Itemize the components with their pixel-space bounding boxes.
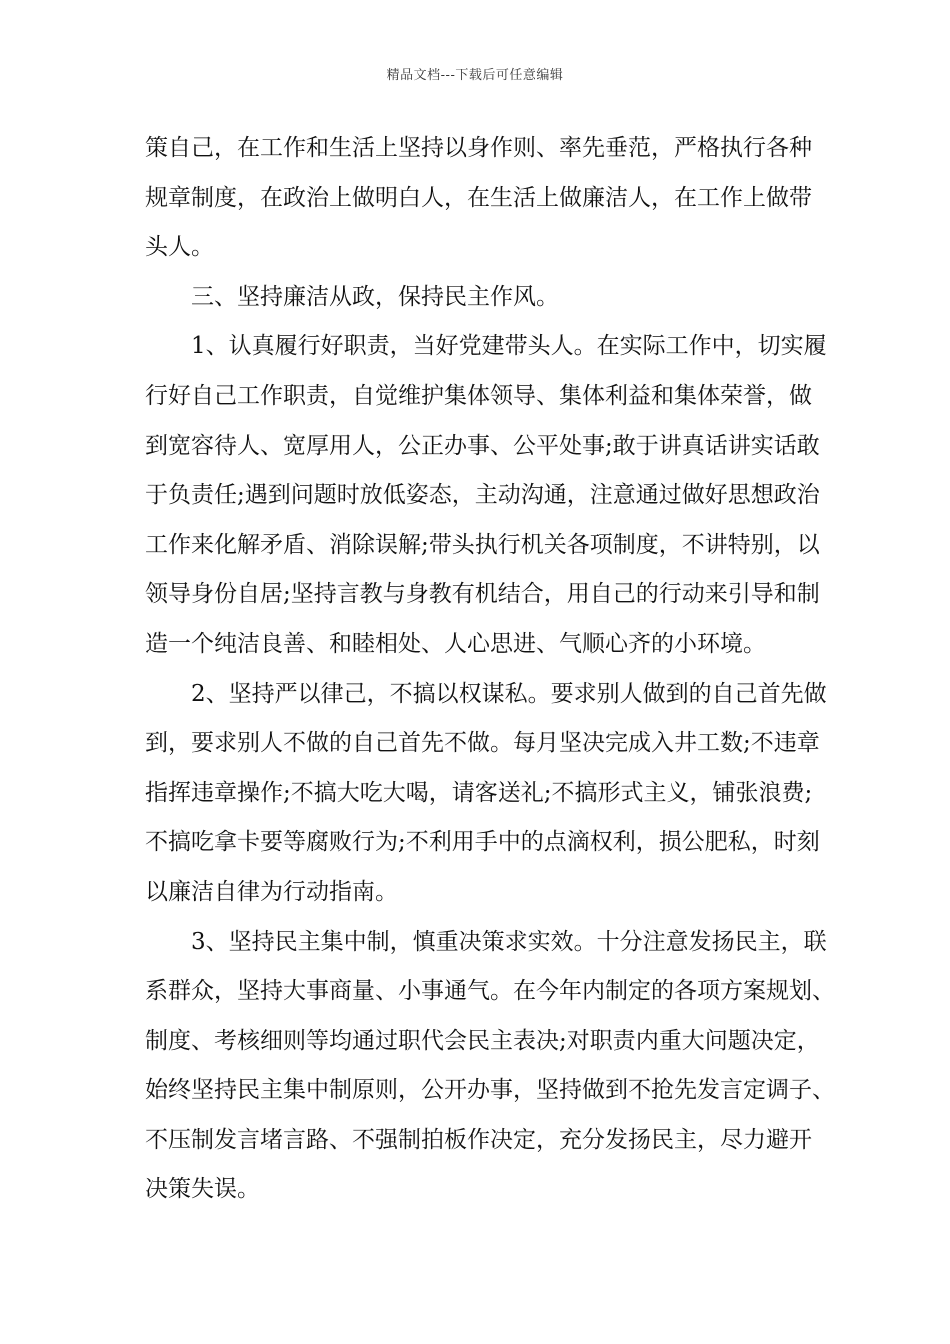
page-header-watermark: 精品文档---下载后可任意编辑 — [386, 68, 564, 83]
text-line: 不搞吃拿卡要等腐败行为;不利用手中的点滴权利，损公肥私，时刻 — [145, 829, 820, 856]
text-line: 始终坚持民主集中制原则，公开办事，坚持做到不抢先发言定调子、 — [145, 1077, 835, 1104]
text-line: 于负责任;遇到问题时放低姿态，主动沟通，注意通过做好思想政治 — [145, 482, 820, 509]
text-line: 制度、考核细则等均通过职代会民主表决;对职责内重大问题决定， — [145, 1027, 820, 1054]
section-heading: 三、坚持廉洁从政，保持民主作风。 — [191, 283, 559, 310]
text-line: 指挥违章操作;不搞大吃大喝，请客送礼;不搞形式主义，铺张浪费; — [145, 779, 813, 806]
text-line: 到，要求别人不做的自己首先不做。每月坚决完成入井工数;不违章 — [145, 730, 820, 757]
text-line: 头人。 — [145, 234, 214, 261]
text-line: 领导身份自居;坚持言教与身教有机结合，用自己的行动来引导和制 — [145, 581, 820, 608]
body-text — [145, 124, 835, 1215]
text-line: 策自己，在工作和生活上坚持以身作则、率先垂范，严格执行各种 — [145, 135, 812, 161]
text-line: 系群众，坚持大事商量、小事通气。在今年内制定的各项方案规划、 — [145, 978, 835, 1005]
text-line: 行好自己工作职责，自觉维护集体领导、集体利益和集体荣誉，做 — [145, 382, 812, 409]
text-line: 2、坚持严以律己，不搞以权谋私。要求别人做到的自己首先做 — [191, 680, 827, 707]
text-line: 工作来化解矛盾、消除误解;带头执行机关各项制度，不讲特别，以 — [145, 531, 820, 558]
text-line: 决策失误。 — [145, 1176, 260, 1203]
text-line: 到宽容待人、宽厚用人，公正办事、公平处事;敢于讲真话讲实话敢 — [145, 432, 820, 459]
text-line: 1、认真履行好职责，当好党建带头人。在实际工作中，切实履 — [191, 333, 827, 360]
text-line: 不压制发言堵言路、不强制拍板作决定，充分发扬民主，尽力避开 — [145, 1126, 812, 1153]
text-line: 造一个纯洁良善、和睦相处、人心思进、气顺心齐的小环境。 — [145, 630, 766, 657]
text-line: 规章制度，在政治上做明白人，在生活上做廉洁人，在工作上做带 — [145, 184, 812, 211]
text-line: 以廉洁自律为行动指南。 — [145, 878, 398, 905]
text-line: 3、坚持民主集中制，慎重决策求实效。十分注意发扬民主，联 — [191, 928, 827, 955]
